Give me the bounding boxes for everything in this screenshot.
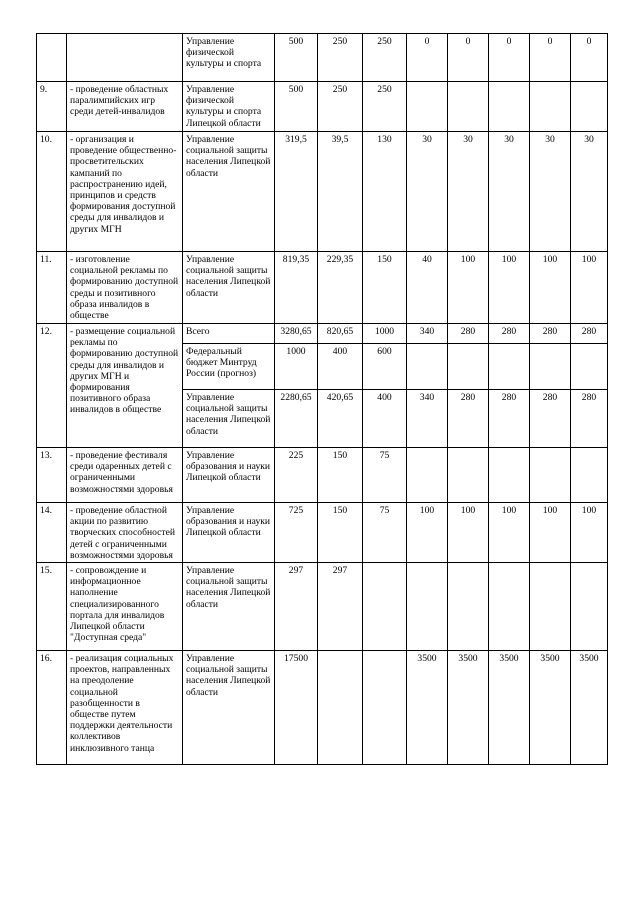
amount-cell: 229,35 (318, 252, 363, 324)
amount-cell (530, 82, 571, 132)
activity-name-cell: - сопровождение и информационное наполнение специализированного портала для инвалидов Липецкой области "Доступная среда" (67, 563, 183, 651)
amount-cell: 130 (363, 132, 407, 252)
amount-cell (363, 563, 407, 651)
amount-cell: 340 (407, 390, 448, 448)
amount-cell (363, 651, 407, 765)
activity-name-cell: - изготовление социальной рекламы по формированию доступной среды и позитивного образа инвалидов в обществе (67, 252, 183, 324)
amount-cell (448, 82, 489, 132)
table-body (37, 34, 608, 765)
amount-cell (530, 448, 571, 503)
amount-cell: 297 (318, 563, 363, 651)
executor-cell: Управление физической культуры и спорта (183, 34, 275, 82)
amount-cell (571, 344, 608, 390)
amount-cell: 225 (275, 448, 318, 503)
amount-cell: 39,5 (318, 132, 363, 252)
amount-cell: 150 (318, 448, 363, 503)
amount-cell: 3500 (489, 651, 530, 765)
amount-cell: 340 (407, 324, 448, 344)
program-activities-table (36, 33, 608, 765)
amount-cell: 3500 (448, 651, 489, 765)
amount-cell: 40 (407, 252, 448, 324)
amount-cell (489, 563, 530, 651)
row-number-cell: 12. (37, 324, 67, 448)
table-row (37, 503, 608, 563)
amount-cell: 250 (363, 82, 407, 132)
amount-cell: 280 (489, 390, 530, 448)
amount-cell (489, 344, 530, 390)
table-row (37, 563, 608, 651)
amount-cell: 820,65 (318, 324, 363, 344)
amount-cell (407, 344, 448, 390)
activity-name-cell: - размещение социальной рекламы по формированию доступной среды для инвалидов и других МГН и формирования позитивного образа инвалидов в обществе (67, 324, 183, 448)
executor-cell: Федеральный бюджет Минтруд России (прогноз) (183, 344, 275, 390)
amount-cell: 420,65 (318, 390, 363, 448)
amount-cell: 280 (571, 390, 608, 448)
amount-cell (489, 82, 530, 132)
amount-cell: 819,35 (275, 252, 318, 324)
row-number-cell: 9. (37, 82, 67, 132)
activity-name-cell: - проведение областных паралимпийских игр среди детей-инвалидов (67, 82, 183, 132)
amount-cell: 3500 (530, 651, 571, 765)
amount-cell: 100 (407, 503, 448, 563)
amount-cell (407, 448, 448, 503)
executor-cell: Всего (183, 324, 275, 344)
amount-cell: 1000 (363, 324, 407, 344)
amount-cell: 30 (530, 132, 571, 252)
amount-cell: 500 (275, 34, 318, 82)
amount-cell (407, 563, 448, 651)
amount-cell: 3280,65 (275, 324, 318, 344)
amount-cell: 3500 (571, 651, 608, 765)
amount-cell: 30 (448, 132, 489, 252)
table-row (37, 34, 608, 82)
activity-name-cell: - проведение фестиваля среди одаренных детей с ограниченными возможностями здоровья (67, 448, 183, 503)
amount-cell (407, 82, 448, 132)
amount-cell (448, 448, 489, 503)
amount-cell (489, 448, 530, 503)
amount-cell: 280 (571, 324, 608, 344)
amount-cell: 600 (363, 344, 407, 390)
executor-cell: Управление социальной защиты населения Липецкой области (183, 252, 275, 324)
row-number-cell: 16. (37, 651, 67, 765)
amount-cell: 250 (318, 34, 363, 82)
amount-cell: 100 (448, 503, 489, 563)
amount-cell: 30 (407, 132, 448, 252)
table-row (37, 132, 608, 252)
amount-cell: 150 (318, 503, 363, 563)
amount-cell: 150 (363, 252, 407, 324)
row-number-cell (37, 34, 67, 82)
amount-cell: 100 (530, 252, 571, 324)
amount-cell (571, 82, 608, 132)
amount-cell: 0 (489, 34, 530, 82)
amount-cell: 75 (363, 448, 407, 503)
amount-cell: 30 (571, 132, 608, 252)
amount-cell: 30 (489, 132, 530, 252)
amount-cell: 400 (363, 390, 407, 448)
amount-cell: 100 (489, 503, 530, 563)
amount-cell (318, 651, 363, 765)
amount-cell: 100 (571, 252, 608, 324)
executor-cell: Управление социальной защиты населения Липецкой области (183, 563, 275, 651)
amount-cell: 0 (448, 34, 489, 82)
table-row (37, 252, 608, 324)
amount-cell: 250 (318, 82, 363, 132)
amount-cell (571, 563, 608, 651)
amount-cell: 319,5 (275, 132, 318, 252)
amount-cell: 2280,65 (275, 390, 318, 448)
executor-cell: Управление физической культуры и спорта Липецкой области (183, 82, 275, 132)
executor-cell: Управление социальной защиты населения Липецкой области (183, 651, 275, 765)
amount-cell: 100 (530, 503, 571, 563)
amount-cell (530, 563, 571, 651)
amount-cell: 0 (407, 34, 448, 82)
row-number-cell: 14. (37, 503, 67, 563)
executor-cell: Управление образования и науки Липецкой области (183, 448, 275, 503)
amount-cell (571, 448, 608, 503)
row-number-cell: 11. (37, 252, 67, 324)
activity-name-cell: - проведение областной акции по развитию творческих способностей детей с ограниченными возможностями здоровья (67, 503, 183, 563)
executor-cell: Управление социальной защиты населения Липецкой области (183, 132, 275, 252)
activity-name-cell (67, 34, 183, 82)
amount-cell: 100 (448, 252, 489, 324)
amount-cell: 500 (275, 82, 318, 132)
amount-cell: 280 (448, 390, 489, 448)
amount-cell: 100 (571, 503, 608, 563)
amount-cell: 17500 (275, 651, 318, 765)
amount-cell: 100 (489, 252, 530, 324)
row-number-cell: 13. (37, 448, 67, 503)
amount-cell (448, 344, 489, 390)
executor-cell: Управление социальной защиты населения Липецкой области (183, 390, 275, 448)
table-row (37, 651, 608, 765)
amount-cell: 280 (530, 390, 571, 448)
amount-cell: 400 (318, 344, 363, 390)
table-row (37, 324, 608, 344)
amount-cell: 1000 (275, 344, 318, 390)
row-number-cell: 15. (37, 563, 67, 651)
amount-cell: 3500 (407, 651, 448, 765)
amount-cell: 280 (448, 324, 489, 344)
amount-cell: 280 (489, 324, 530, 344)
amount-cell: 75 (363, 503, 407, 563)
activity-name-cell: - реализация социальных проектов, направленных на преодоление социальной разобщенности в обществе путем поддержки деятельности коллективов инклюзивного танца (67, 651, 183, 765)
amount-cell (448, 563, 489, 651)
amount-cell: 280 (530, 324, 571, 344)
executor-cell: Управление образования и науки Липецкой области (183, 503, 275, 563)
amount-cell (530, 344, 571, 390)
table-row (37, 448, 608, 503)
amount-cell: 250 (363, 34, 407, 82)
amount-cell: 725 (275, 503, 318, 563)
table-row (37, 82, 608, 132)
amount-cell: 0 (530, 34, 571, 82)
activity-name-cell: - организация и проведение общественно-просветительских кампаний по распространению идей, принципов и средств формирования доступной среды для инвалидов и других МГН (67, 132, 183, 252)
row-number-cell: 10. (37, 132, 67, 252)
amount-cell: 297 (275, 563, 318, 651)
amount-cell: 0 (571, 34, 608, 82)
